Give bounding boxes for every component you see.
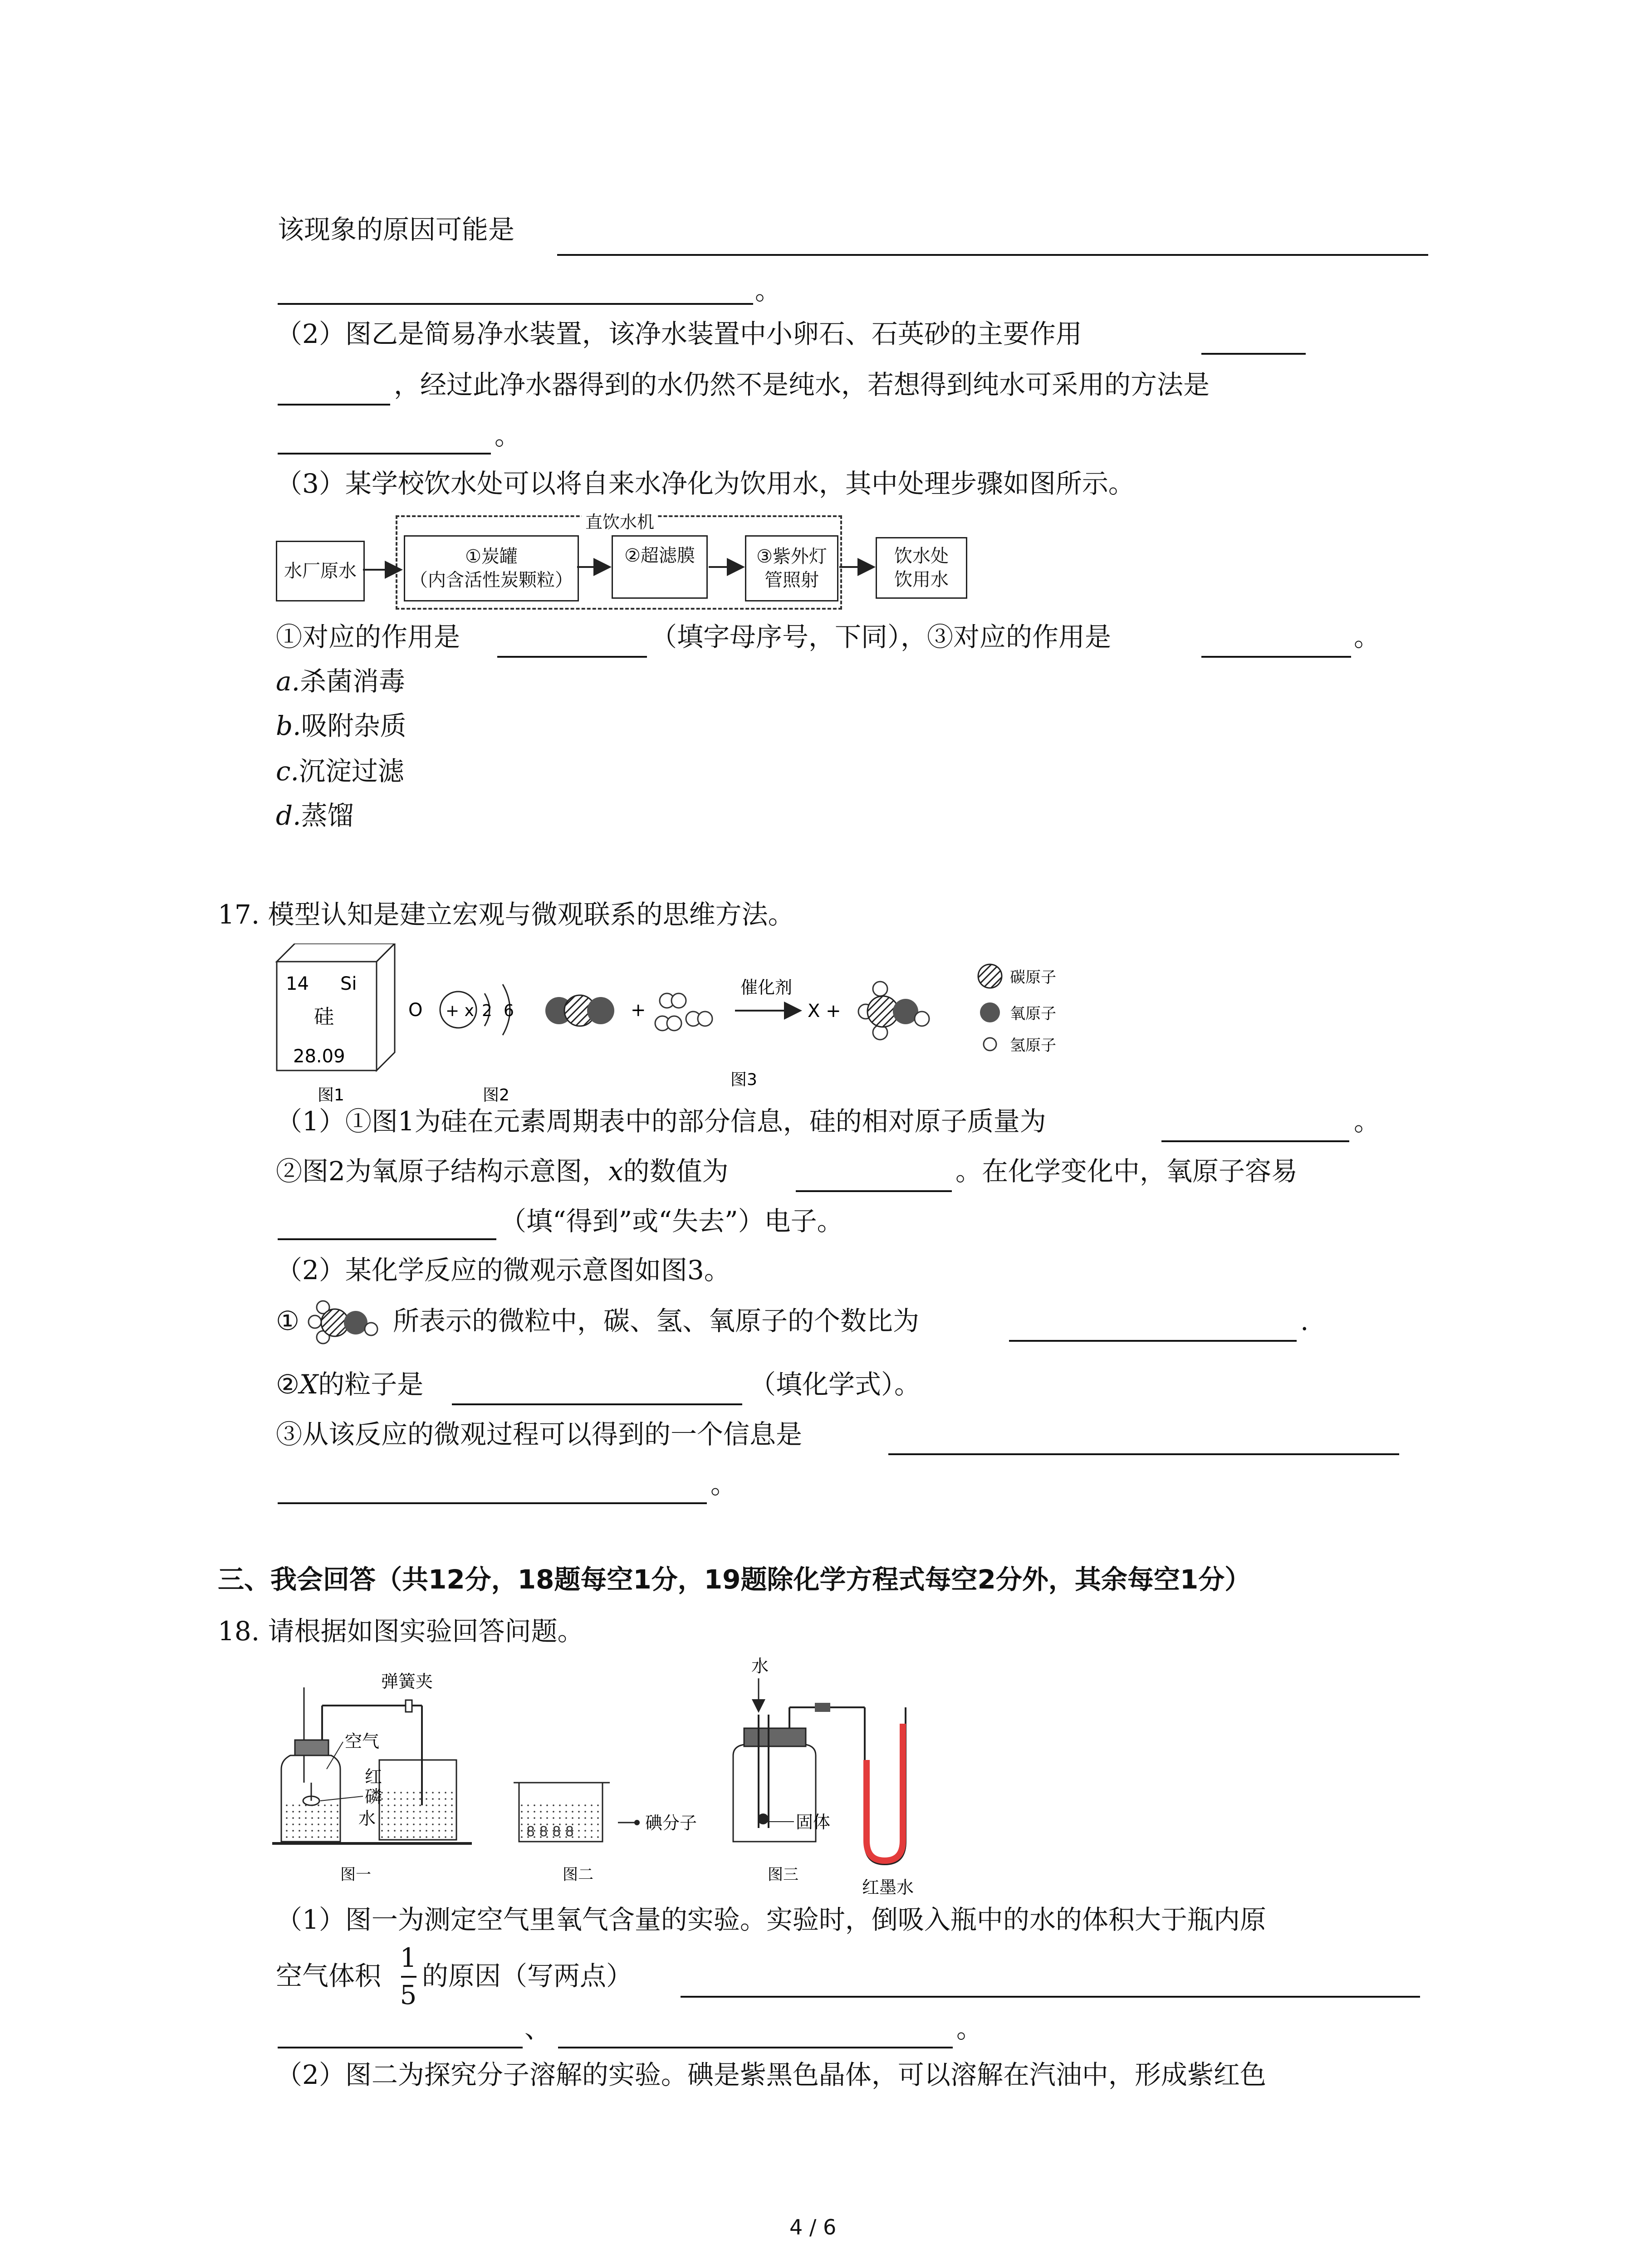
svg-text:氢原子: 氢原子 [1010, 1036, 1056, 1055]
option-a: a.杀菌消毒 [276, 666, 406, 697]
svg-text:28.09: 28.09 [293, 1046, 345, 1067]
answer-blank[interactable] [452, 1403, 742, 1405]
option-d: d.蒸馏 [276, 800, 354, 831]
atom-legend [978, 964, 1056, 1055]
svg-text:固体: 固体 [796, 1812, 831, 1832]
answer-blank[interactable] [796, 1190, 952, 1192]
q18-part1-line2-tail: 的原因（写两点） [422, 1960, 633, 1991]
answer-blank[interactable] [1161, 1140, 1349, 1142]
q17-part2-q2: ②X的粒子是 [276, 1369, 424, 1400]
svg-text:红墨水: 红墨水 [862, 1877, 914, 1897]
q17-figures [272, 943, 1089, 1107]
flow-destination: 饮水处 饮用水 [876, 537, 967, 599]
q18-figures [272, 1651, 1089, 1905]
punctuation: 。 [1354, 1106, 1381, 1137]
reason-prefix: 该现象的原因可能是 [278, 214, 515, 245]
svg-text:6: 6 [504, 1002, 514, 1020]
svg-text:催化剂: 催化剂 [740, 978, 793, 997]
answer-blank[interactable] [1009, 1340, 1297, 1342]
punctuation: 。 [1354, 621, 1381, 652]
svg-text:Si: Si [340, 973, 357, 994]
fig3-reaction [545, 978, 929, 1089]
svg-text:弹簧夹: 弹簧夹 [381, 1672, 433, 1691]
flow-step-uf: ②超滤膜 [612, 535, 708, 599]
answer-blank[interactable] [1201, 656, 1351, 658]
flow-step-uv: ③紫外灯 管照射 [745, 535, 838, 601]
svg-text:+ x: + x [446, 1002, 474, 1020]
q17-part2-line1: （2）某化学反应的微观示意图如图3。 [276, 1255, 730, 1286]
svg-text:图3: 图3 [730, 1070, 757, 1089]
option-b: b.吸附杂质 [276, 710, 407, 741]
page-number: 4 / 6 [789, 2215, 837, 2239]
answer-blank[interactable] [497, 656, 647, 658]
q17-part2-q1: 所表示的微粒中，碳、氢、氧原子的个数比为 [393, 1305, 920, 1336]
svg-text:图三: 图三 [768, 1866, 798, 1884]
fig2-oxygen-atom [408, 984, 514, 1105]
svg-text:水: 水 [751, 1656, 769, 1676]
q17-part1-line2: ②图2为氧原子结构示意图，x的数值为 [276, 1156, 729, 1187]
q18-part1-line2: 空气体积 [276, 1960, 382, 1991]
svg-text:+: + [631, 1000, 646, 1021]
fig1-oxygen-experiment [272, 1672, 472, 1884]
q17-part2-q1-prefix: ① [276, 1305, 299, 1336]
q16-part3-intro: （3）某学校饮水处可以将自来水净化为饮用水，其中处理步骤如图所示。 [276, 468, 1135, 499]
answer-blank[interactable] [681, 1996, 1420, 1998]
dispenser-label: 直饮水机 [582, 508, 658, 533]
svg-text:O: O [408, 1000, 423, 1021]
answer-blank[interactable] [888, 1453, 1399, 1455]
q17-part1-line1: （1）①图1为硅在元素周期表中的部分信息，硅的相对原子质量为 [276, 1106, 1046, 1137]
answer-blank[interactable] [278, 2047, 523, 2048]
molecule-icon [305, 1297, 396, 1347]
answer-blank[interactable] [558, 2047, 953, 2048]
fig2-iodine-solution [514, 1783, 697, 1884]
svg-text:硅: 硅 [314, 1005, 334, 1028]
option-c: c.沉淀过滤 [276, 756, 404, 787]
q16-part2-line2: ，经过此净水器得到的水仍然不是纯水，若想得到纯水可采用的方法是 [394, 369, 1210, 400]
svg-text:8 8 8 8: 8 8 8 8 [526, 1824, 574, 1840]
answer-blank[interactable] [278, 1502, 707, 1504]
punctuation: 。 [495, 420, 521, 451]
fig3-dissolution-device [733, 1656, 914, 1897]
svg-text:图一: 图一 [340, 1866, 371, 1884]
q17-title: 17. 模型认知是建立宏观与微观联系的思维方法。 [218, 899, 794, 930]
fraction-denominator: 5 [400, 1980, 417, 2010]
fraction-bar [401, 1976, 416, 1978]
fraction-numerator: 1 [400, 1942, 417, 1973]
svg-text:X +: X + [808, 1001, 841, 1022]
q16-part3-q-b: （填字母序号，下同），③对应的作用是 [651, 621, 1112, 652]
svg-text:碳原子: 碳原子 [1010, 968, 1056, 987]
svg-text:14: 14 [286, 973, 309, 994]
svg-text:氧原子: 氧原子 [1010, 1005, 1056, 1023]
q18-part1-line1: （1）图一为测定空气里氧气含量的实验。实验时，倒吸入瓶中的水的体积大于瓶内原 [276, 1904, 1266, 1935]
flow-step-carbon: ①炭罐 （内含活性炭颗粒） [404, 535, 579, 601]
flow-source: 水厂原水 [276, 541, 365, 601]
q16-part2-line1: （2）图乙是简易净水装置，该净水装置中小卵石、石英砂的主要作用 [276, 318, 1082, 349]
punctuation: 。 [710, 1469, 737, 1500]
q17-part1-line3: （填“得到”或“失去”）电子。 [500, 1206, 843, 1237]
svg-text:水: 水 [358, 1809, 376, 1828]
punctuation: 。 [755, 275, 782, 306]
section-heading: 三、我会回答（共12分，18题每空1分，19题除化学方程式每空2分外，其余每空1分） [218, 1564, 1251, 1595]
q18-part2-line1: （2）图二为探究分子溶解的实验。碘是紫黑色晶体，可以溶解在汽油中，形成紫红色 [276, 2059, 1266, 2090]
q17-part1-line2-tail: 。在化学变化中，氧原子容易 [955, 1156, 1298, 1187]
svg-text:磷: 磷 [365, 1787, 382, 1807]
punctuation: 、 [524, 2013, 551, 2044]
svg-text:图2: 图2 [483, 1086, 509, 1105]
fig1-periodic-cell [277, 943, 395, 1105]
q17-part2-q3: ③从该反应的微观过程可以得到的一个信息是 [276, 1419, 803, 1450]
svg-text:红: 红 [365, 1767, 382, 1787]
punctuation: 。 [956, 2013, 983, 2044]
flow-arrows [0, 0, 1641, 635]
svg-text:空气: 空气 [345, 1731, 380, 1751]
svg-text:图二: 图二 [563, 1866, 593, 1884]
punctuation: . [1300, 1305, 1309, 1336]
svg-text:图1: 图1 [318, 1086, 344, 1105]
svg-text:碘分子: 碘分子 [645, 1813, 697, 1833]
answer-blank[interactable] [278, 1238, 496, 1240]
q18-title: 18. 请根据如图实验回答问题。 [218, 1616, 584, 1647]
q17-part2-q2-tail: （填化学式）。 [749, 1369, 921, 1400]
svg-text:2: 2 [482, 1002, 492, 1020]
q16-part3-q-a: ①对应的作用是 [276, 621, 460, 652]
